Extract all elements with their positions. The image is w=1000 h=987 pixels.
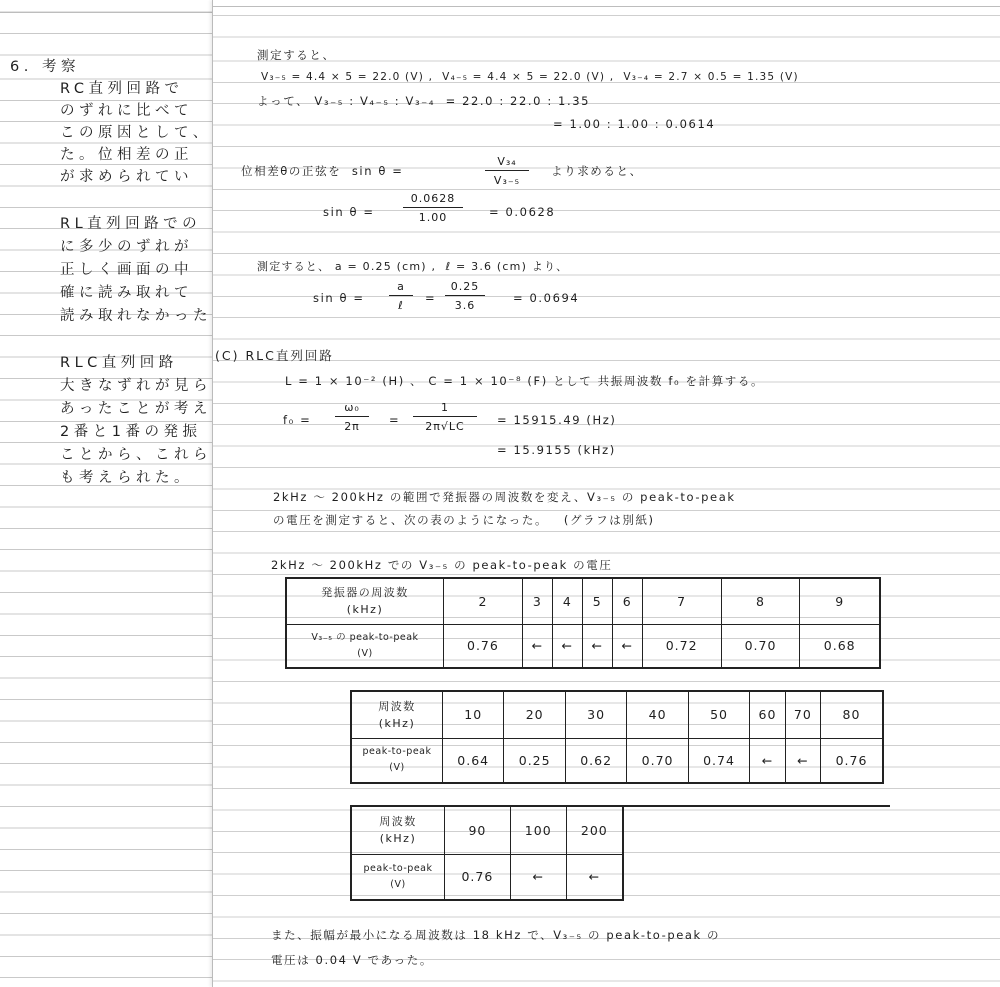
sweep-description-1: 2kHz 〜 200kHz の範囲で発振器の周波数を変え、V₃₋₅ の peak-to-peak	[273, 490, 736, 504]
voltage-cell: ←	[566, 854, 623, 900]
left-line: 確に読み取れて	[60, 285, 193, 301]
sin-lhs: sin θ =	[323, 205, 375, 219]
sin-result: = 0.0628	[489, 205, 556, 219]
table-caption: 2kHz 〜 200kHz での V₃₋₅ の peak-to-peak の電圧	[271, 558, 613, 572]
freq-cell: 4	[552, 578, 582, 624]
left-line: のずれに比べて	[60, 103, 193, 119]
f0-lhs: f₀ =	[283, 413, 312, 427]
fraction-numerator: V₃₄	[485, 155, 529, 171]
left-line: あったことが考え	[60, 401, 212, 417]
fraction-denominator: 1.00	[418, 211, 448, 224]
voltage-cell: 0.68	[800, 624, 880, 668]
freq-cell: 70	[785, 691, 820, 738]
left-notebook-page	[0, 0, 212, 987]
voltage-cell: 0.76	[821, 738, 883, 783]
left-line: ことから、これら	[60, 447, 212, 463]
freq-cell: 80	[821, 691, 883, 738]
f0-fraction-lc	[413, 401, 477, 433]
measure-a-l: 測定すると、 a = 0.25 (cm) , ℓ = 3.6 (cm) より、	[257, 260, 569, 273]
left-line: 正しく画面の中	[60, 262, 193, 278]
freq-cell: 20	[504, 691, 565, 738]
voltage-cell: 0.64	[443, 738, 504, 783]
table-header-cell	[351, 854, 445, 900]
phase-sine-text-end: より求めると、	[551, 164, 643, 178]
fraction-numerator: ω₀	[335, 401, 369, 417]
right-notebook-page	[212, 0, 1000, 987]
freq-cell: 40	[627, 691, 688, 738]
freq-cell: 200	[566, 806, 623, 854]
fraction-numerator: 0.25	[445, 280, 485, 296]
f0-fraction-omega	[335, 401, 369, 433]
left-line: この原因として、	[60, 125, 212, 141]
left-line: 2番と1番の発振	[60, 424, 202, 440]
freq-cell: 5	[582, 578, 612, 624]
fraction-denominator: 2π	[344, 420, 360, 433]
fraction-numerator: 0.0628	[403, 192, 463, 208]
header-label: V₃₋₅ の peak-to-peak	[311, 631, 419, 643]
left-line: RL直列回路での	[60, 216, 202, 232]
freq-cell: 50	[688, 691, 749, 738]
fraction-denominator: V₃₋₅	[493, 174, 521, 187]
voltage-cell: 0.62	[565, 738, 626, 783]
freq-cell: 7	[642, 578, 721, 624]
sin-fraction-a-l	[389, 280, 413, 312]
sweep-description-2: の電圧を測定すると、次の表のようになった。 (グラフは別紙)	[273, 513, 655, 527]
left-line: 大きなずれが見ら	[60, 378, 212, 394]
f0-result-hz: = 15915.49 (Hz)	[497, 413, 617, 427]
frequency-table-1	[285, 577, 881, 669]
frequency-table-2	[350, 690, 884, 784]
voltage-measurements: V₃₋₅ = 4.4 × 5 = 22.0 (V) , V₄₋₅ = 4.4 × 5 = 22.0 (V) , V₃₋₄ = 2.7 × 0.5 = 1.35 (V)	[261, 71, 799, 83]
table-header-cell	[286, 624, 444, 668]
table-row	[351, 806, 623, 854]
frequency-table-3	[350, 805, 624, 901]
header-label: peak-to-peak	[362, 746, 432, 758]
table-row	[286, 624, 880, 668]
equals-sign: =	[425, 291, 437, 305]
sin-lhs-2: sin θ =	[313, 291, 365, 305]
fraction-denominator: ℓ	[398, 299, 404, 312]
voltage-cell: 0.70	[721, 624, 800, 668]
freq-cell: 2	[444, 578, 523, 624]
header-label: 発振器の周波数	[321, 586, 409, 600]
header-label: 周波数	[378, 699, 416, 713]
left-line: も考えられた。	[60, 470, 193, 486]
table-header-cell	[286, 578, 444, 624]
voltage-cell: 0.25	[504, 738, 565, 783]
lc-values-line: L = 1 × 10⁻² (H) 、 C = 1 × 10⁻⁸ (F) として 共振周波数 f₀ を計算する。	[285, 374, 765, 388]
voltage-cell: 0.76	[444, 624, 523, 668]
fraction-numerator: 1	[413, 401, 477, 417]
sin-fraction	[403, 192, 463, 224]
voltage-cell: ←	[510, 854, 566, 900]
voltage-cell: ←	[552, 624, 582, 668]
freq-cell: 3	[522, 578, 552, 624]
conclusion-line-2: 電圧は 0.04 V であった。	[271, 953, 433, 967]
voltage-cell: 0.74	[688, 738, 749, 783]
header-unit: (kHz)	[346, 603, 384, 617]
table-row	[286, 578, 880, 624]
freq-cell: 90	[445, 806, 511, 854]
sin-result-2: = 0.0694	[513, 291, 580, 305]
left-line: た。位相差の正	[60, 147, 193, 163]
fraction-denominator: 3.6	[454, 299, 476, 312]
freq-cell: 60	[750, 691, 785, 738]
measure-intro: 測定すると、	[257, 48, 336, 62]
fraction-numerator: a	[389, 280, 413, 296]
left-line: が求められてい	[60, 169, 193, 185]
table-header-cell	[351, 691, 443, 738]
table-row	[351, 691, 883, 738]
voltage-ratio: よって、 V₃₋₅ : V₄₋₅ : V₃₋₄ = 22.0 : 22.0 : 1.35	[257, 94, 591, 108]
freq-cell: 6	[612, 578, 642, 624]
f0-result-khz: = 15.9155 (kHz)	[497, 443, 616, 457]
table-header-cell	[351, 738, 443, 783]
freq-cell: 8	[721, 578, 800, 624]
table-row	[351, 854, 623, 900]
voltage-cell: ←	[785, 738, 820, 783]
header-unit: (kHz)	[379, 832, 417, 846]
voltage-cell: 0.72	[642, 624, 721, 668]
voltage-cell: ←	[582, 624, 612, 668]
header-unit: (kHz)	[378, 716, 416, 730]
freq-cell: 30	[565, 691, 626, 738]
left-line: に多少のずれが	[60, 239, 193, 255]
left-line: 読み取れなかった	[60, 308, 212, 324]
freq-cell: 100	[510, 806, 566, 854]
voltage-cell: 0.76	[445, 854, 511, 900]
voltage-cell: ←	[612, 624, 642, 668]
equals-sign: =	[389, 413, 401, 427]
phase-sine-text: 位相差θの正弦を sin θ =	[241, 164, 404, 178]
header-unit: (V)	[390, 878, 406, 890]
header-unit: (V)	[357, 647, 373, 659]
voltage-cell: 0.70	[627, 738, 688, 783]
phase-sine-fraction	[485, 155, 529, 187]
voltage-cell: ←	[522, 624, 552, 668]
header-label: peak-to-peak	[363, 862, 433, 874]
section-c-heading: (C) RLC直列回路	[215, 348, 334, 363]
left-line: RC直列回路で	[60, 81, 184, 97]
section-heading-6: 6. 考察	[10, 59, 80, 75]
freq-cell: 9	[800, 578, 880, 624]
page-top-line	[213, 6, 1000, 7]
table-header-cell	[351, 806, 445, 854]
fraction-denominator: 2π√LC	[425, 420, 465, 433]
page-top-line	[0, 12, 212, 13]
voltage-ratio-normalized: = 1.00 : 1.00 : 0.0614	[553, 117, 716, 131]
header-unit: (V)	[389, 762, 405, 774]
left-line: RLC直列回路	[60, 355, 178, 371]
table-row	[351, 738, 883, 783]
header-label: 周波数	[379, 815, 417, 829]
freq-cell: 10	[443, 691, 504, 738]
sin-fraction-values	[445, 280, 485, 312]
conclusion-line-1: また、振幅が最小になる周波数は 18 kHz で、V₃₋₅ の peak-to-peak の	[271, 928, 721, 942]
voltage-cell: ←	[750, 738, 785, 783]
